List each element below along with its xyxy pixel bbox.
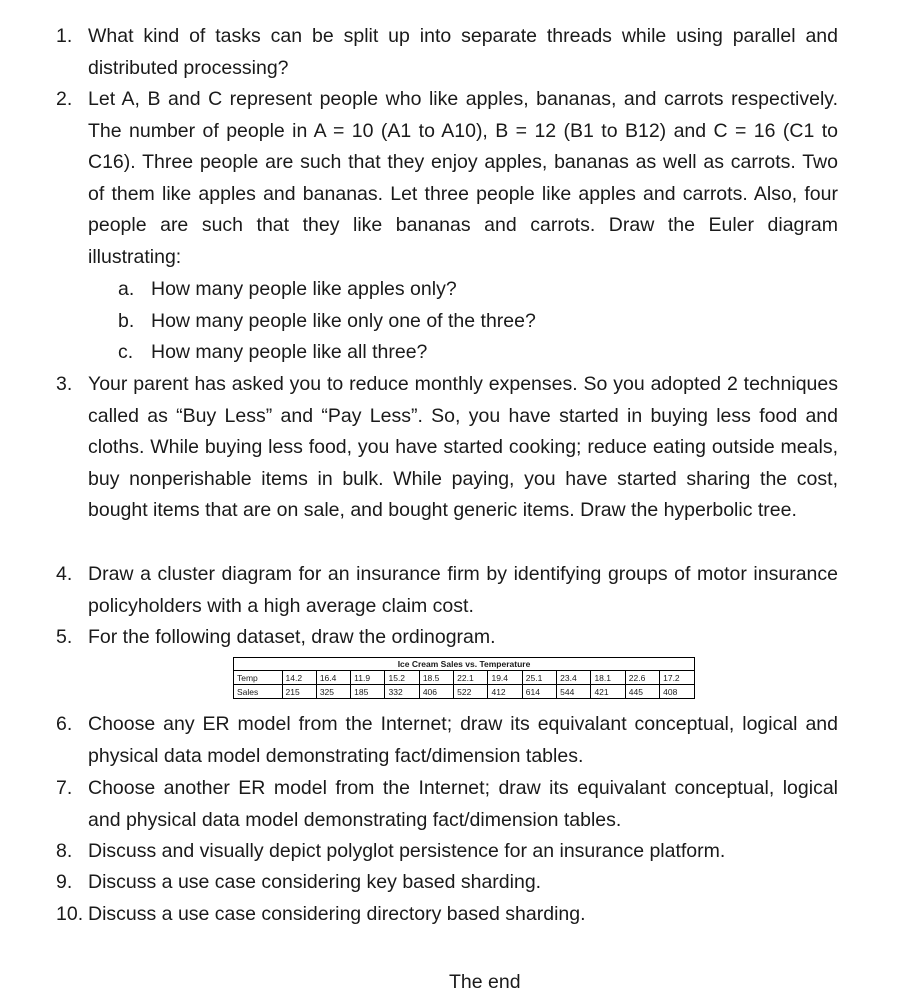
data-table xyxy=(234,671,694,698)
subquestion-letter: a. xyxy=(118,278,135,300)
question-text: What kind of tasks can be split up into separate threads while using parallel and distributed processing? xyxy=(88,25,838,79)
table-cell: 325 xyxy=(316,685,350,699)
table-cell: 17.2 xyxy=(660,671,694,685)
end-text: The end xyxy=(449,971,521,993)
table-cell: 22.6 xyxy=(625,671,659,685)
table-cell: 185 xyxy=(351,685,385,699)
question-text: Your parent has asked you to reduce monthly expenses. So you adopted 2 techniques called as “Buy Less” and “Pay Less”. So, you have started in buying less food and cloths. While buying less food, you have started cooking; reduce eating outside meals, buy nonperishable items in bulk. While paying, you have started sharing the cost, bought items that are on sale, and bought generic items. Draw the hyperbolic tree. xyxy=(88,373,838,521)
question-number: 10. xyxy=(56,903,84,925)
table-cell: 23.4 xyxy=(557,671,591,685)
table-title: Ice Cream Sales vs. Temperature xyxy=(234,658,694,671)
table-cell: 445 xyxy=(625,685,659,699)
table-cell: 412 xyxy=(488,685,522,699)
question-2 xyxy=(56,84,838,273)
table-cell: 408 xyxy=(660,685,694,699)
question-8 xyxy=(56,836,838,868)
table-cell: 25.1 xyxy=(522,671,556,685)
row-label: Sales xyxy=(234,685,282,699)
question-text: Draw a cluster diagram for an insurance firm by identifying groups of motor insurance policyholders with a high average claim cost. xyxy=(88,563,838,617)
table-cell: 332 xyxy=(385,685,419,699)
subquestion-b xyxy=(118,306,536,338)
question-text: Choose any ER model from the Internet; draw its equivalant conceptual, logical and physical data model demonstrating fact/dimension tables. xyxy=(88,713,838,767)
subquestion-text: How many people like apples only? xyxy=(151,278,457,300)
table-cell: 15.2 xyxy=(385,671,419,685)
question-number: 8. xyxy=(56,840,73,862)
table-cell: 11.9 xyxy=(351,671,385,685)
question-text: Discuss and visually depict polyglot persistence for an insurance platform. xyxy=(88,840,726,862)
table-cell: 215 xyxy=(282,685,316,699)
table-cell: 421 xyxy=(591,685,625,699)
subquestion-letter: c. xyxy=(118,341,134,363)
question-5 xyxy=(56,622,838,654)
table-cell: 522 xyxy=(454,685,488,699)
table-cell: 19.4 xyxy=(488,671,522,685)
table-cell: 14.2 xyxy=(282,671,316,685)
table-cell: 22.1 xyxy=(454,671,488,685)
row-label: Temp xyxy=(234,671,282,685)
subquestion-text: How many people like only one of the three? xyxy=(151,310,536,332)
question-9 xyxy=(56,867,838,899)
table-row-sales xyxy=(234,685,694,699)
table-cell: 544 xyxy=(557,685,591,699)
question-text: Discuss a use case considering key based sharding. xyxy=(88,871,542,893)
question-number: 4. xyxy=(56,563,73,585)
question-4 xyxy=(56,559,838,622)
table-cell: 406 xyxy=(419,685,453,699)
subquestion-a xyxy=(118,274,457,306)
question-text: Choose another ER model from the Internet; draw its equivalant conceptual, logical and physical data model demonstrating fact/dimension tables. xyxy=(88,777,838,831)
table-cell: 18.5 xyxy=(419,671,453,685)
question-number: 6. xyxy=(56,713,73,735)
question-number: 7. xyxy=(56,777,73,799)
subquestion-text: How many people like all three? xyxy=(151,341,428,363)
question-number: 2. xyxy=(56,88,73,110)
question-number: 5. xyxy=(56,626,73,648)
question-7 xyxy=(56,773,838,836)
subquestion-letter: b. xyxy=(118,310,135,332)
question-number: 3. xyxy=(56,373,73,395)
question-6 xyxy=(56,709,838,772)
ice-cream-sales-table xyxy=(233,657,695,699)
question-text: For the following dataset, draw the ordinogram. xyxy=(88,626,496,648)
table-cell: 614 xyxy=(522,685,556,699)
table-row-temp xyxy=(234,671,694,685)
question-text: Discuss a use case considering directory based sharding. xyxy=(88,903,586,925)
question-number: 1. xyxy=(56,25,73,47)
question-10 xyxy=(56,899,838,931)
subquestion-c xyxy=(118,337,427,369)
question-3 xyxy=(56,369,838,527)
question-number: 9. xyxy=(56,871,73,893)
table-cell: 16.4 xyxy=(316,671,350,685)
question-text: Let A, B and C represent people who like apples, bananas, and carrots respectively. The number of people in A = 10 (A1 to A10), B = 12 (B1 to B12) and C = 16 (C1 to C16). Three people are such that they enjoy apples, bananas as well as carrots. Two of them like apples and bananas. Let three people like apples and carrots. Also, four people are such that they like bananas and carrots. Draw the Euler diagram illustrating: xyxy=(88,88,838,268)
table-cell: 18.1 xyxy=(591,671,625,685)
question-1 xyxy=(56,21,838,84)
